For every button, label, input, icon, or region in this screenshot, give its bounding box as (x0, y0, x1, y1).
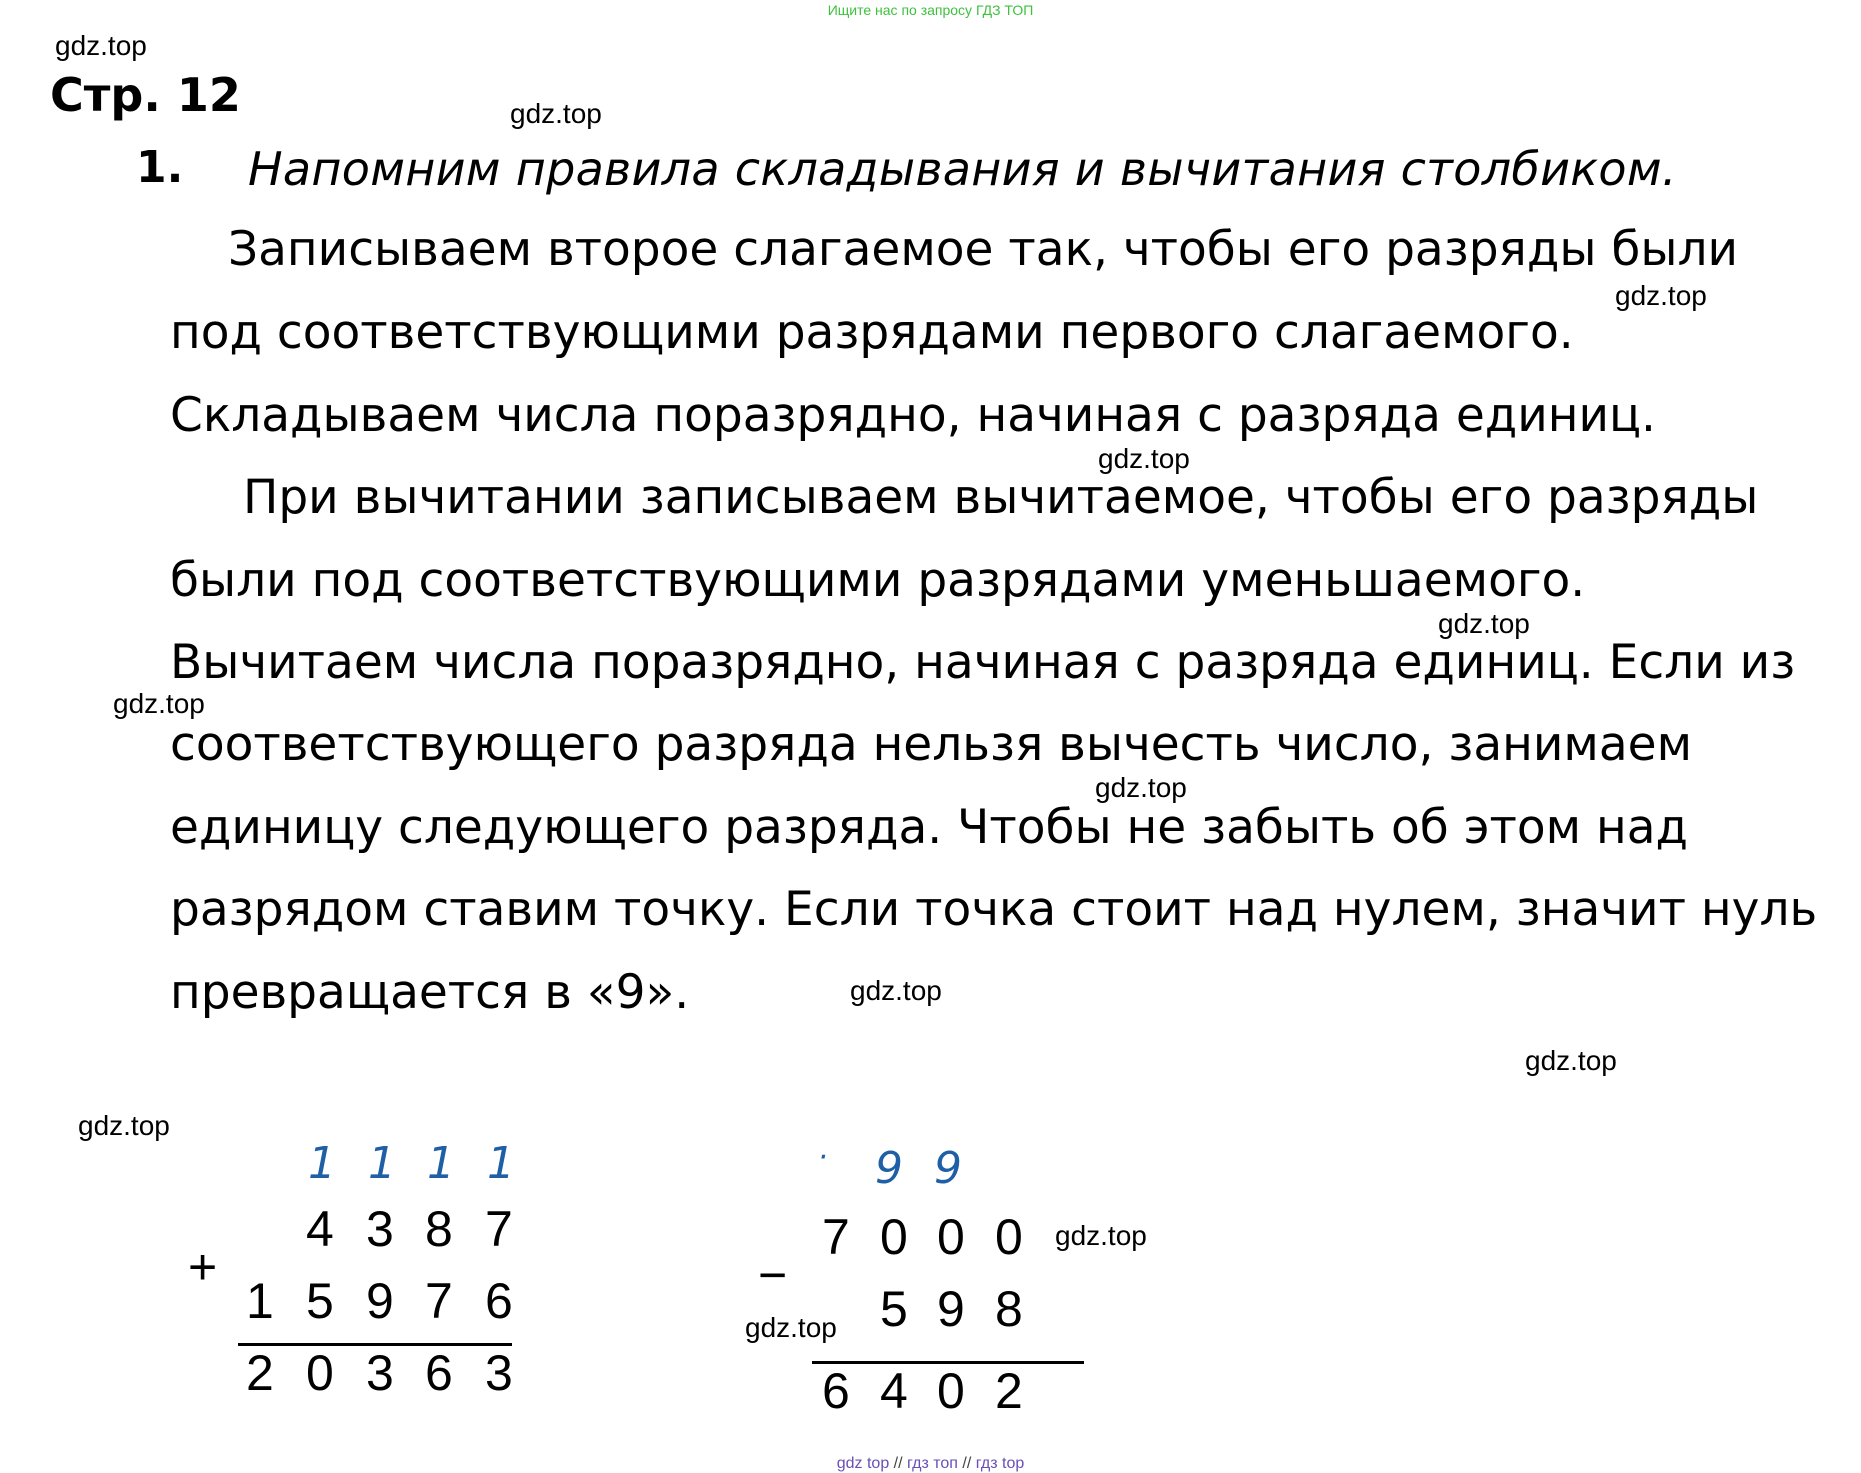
text-line: Вычитаем числа поразрядно, начиная с разряда единиц. Если из (170, 635, 1796, 690)
result-digit: 6 (822, 1363, 850, 1419)
operand-digit: 3 (366, 1201, 394, 1257)
page-title: Стр. 12 (50, 68, 241, 122)
carry-digit: 1 (427, 1138, 455, 1189)
text-line: соответствующего разряда нельзя вычесть число, занимаем (170, 717, 1693, 772)
top-banner: Ищите нас по запросу ГДЗ ТОП (827, 2, 1034, 18)
watermark: gdz.top (510, 98, 602, 129)
watermark: gdz.top (1615, 280, 1707, 311)
plus-sign: + (188, 1239, 218, 1295)
watermark: gdz.top (1098, 443, 1190, 474)
watermark: gdz.top (850, 975, 942, 1006)
borrow-digit: 9 (875, 1143, 903, 1194)
result-digit: 6 (425, 1345, 453, 1401)
operand-digit: 4 (306, 1201, 334, 1257)
result-digit: 2 (246, 1345, 274, 1401)
operand-digit: 5 (306, 1273, 334, 1329)
watermark: gdz.top (1095, 772, 1187, 803)
watermark: gdz.top (1525, 1045, 1617, 1076)
footer-separator: // (962, 1455, 972, 1472)
minus-sign: − (758, 1247, 788, 1303)
watermark: gdz.top (745, 1312, 837, 1343)
result-digit: 3 (485, 1345, 513, 1401)
text-line: Складываем числа поразрядно, начиная с разряда единиц. (170, 388, 1656, 443)
footer-link[interactable]: gdz top (836, 1455, 890, 1472)
result-digit: 0 (937, 1363, 965, 1419)
text-line: При вычитании записываем вычитаемое, чтобы его разряды (243, 470, 1759, 525)
text-line: единицу следующего разряда. Чтобы не забыть об этом над (170, 800, 1689, 855)
result-digit: 2 (995, 1363, 1023, 1419)
operand-digit: 1 (246, 1273, 274, 1329)
operand-digit: 8 (425, 1201, 453, 1257)
watermark: gdz.top (1055, 1220, 1147, 1251)
text-line: разрядом ставим точку. Если точка стоит над нулем, значит нуль (170, 882, 1818, 937)
carry-digit: 1 (308, 1138, 336, 1189)
text-line: Записываем второе слагаемое так, чтобы его разряды были (228, 222, 1739, 277)
result-digit: 4 (880, 1363, 908, 1419)
operand-digit: 5 (880, 1281, 908, 1337)
result-digit: 0 (306, 1345, 334, 1401)
watermark: gdz.top (78, 1110, 170, 1141)
operand-digit: 0 (995, 1209, 1023, 1265)
borrow-digit: 9 (934, 1143, 962, 1194)
borrow-dot: · (818, 1140, 828, 1175)
footer-link[interactable]: гдз топ (907, 1455, 958, 1472)
text-line: превращается в «9». (170, 965, 690, 1020)
footer (0, 1455, 1861, 1473)
carry-digit: 1 (368, 1138, 396, 1189)
operand-digit: 7 (425, 1273, 453, 1329)
watermark: gdz.top (113, 688, 205, 719)
text-line: под соответствующими разрядами первого слагаемого. (170, 305, 1574, 360)
operand-digit: 0 (880, 1209, 908, 1265)
footer-link[interactable]: гдз top (975, 1455, 1025, 1472)
task-intro: Напомним правила складывания и вычитания столбиком. (248, 142, 1677, 196)
text-line: были под соответствующими разрядами уменьшаемого. (170, 553, 1586, 608)
carry-digit: 1 (487, 1138, 515, 1189)
operand-digit: 6 (485, 1273, 513, 1329)
footer-separator: // (893, 1455, 903, 1472)
operand-digit: 9 (366, 1273, 394, 1329)
operand-digit: 0 (937, 1209, 965, 1265)
operand-digit: 7 (822, 1209, 850, 1265)
operand-digit: 8 (995, 1281, 1023, 1337)
watermark: gdz.top (1438, 608, 1530, 639)
watermark: gdz.top (55, 30, 147, 61)
result-digit: 3 (366, 1345, 394, 1401)
task-number: 1. (136, 142, 184, 193)
operand-digit: 7 (485, 1201, 513, 1257)
operand-digit: 9 (937, 1281, 965, 1337)
